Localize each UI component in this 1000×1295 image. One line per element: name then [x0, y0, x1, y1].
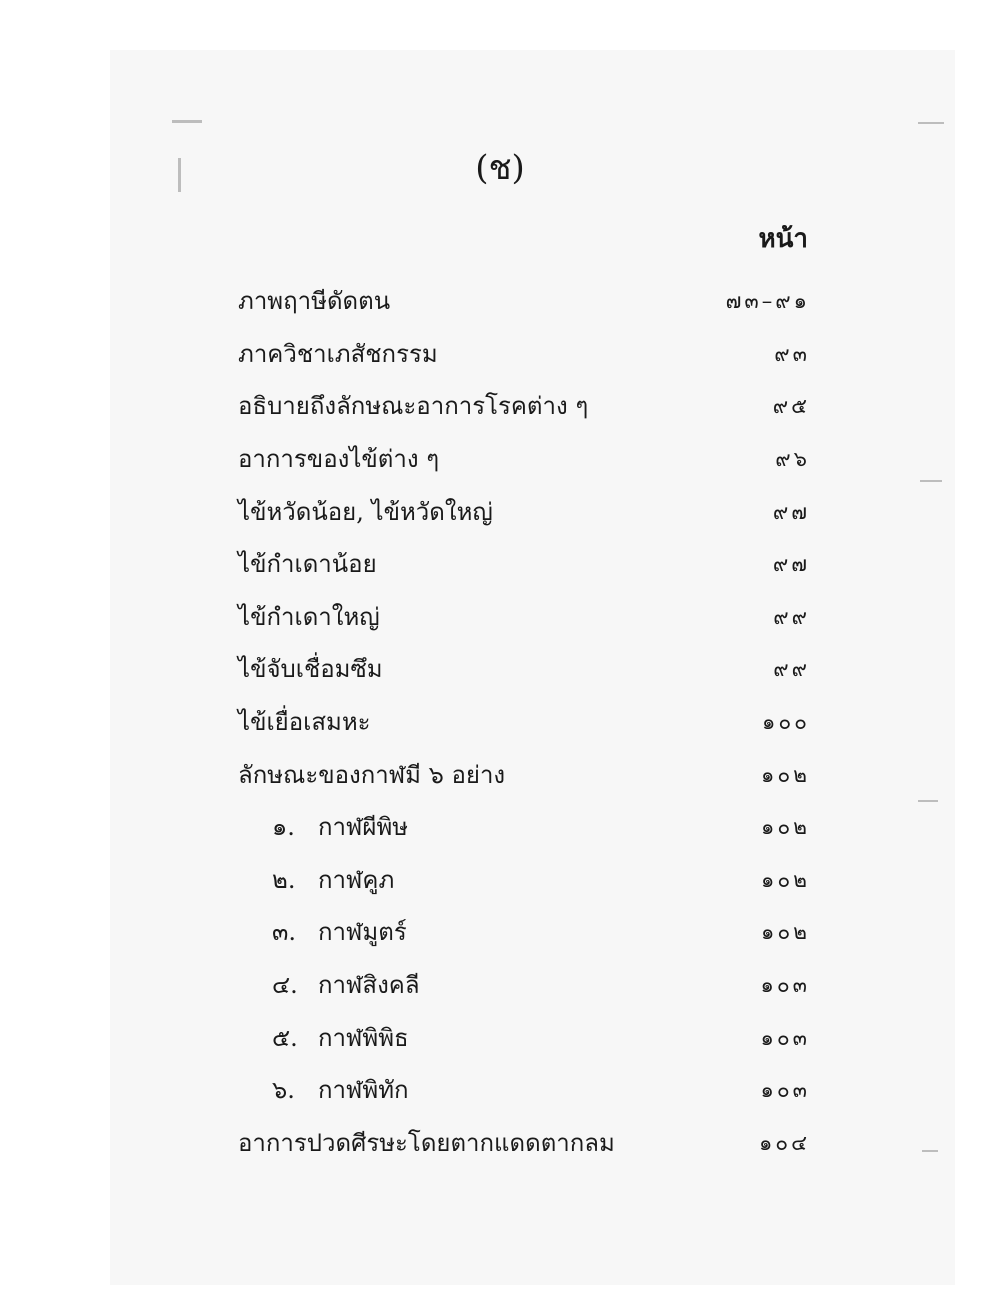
toc-entry-page: ๑๐๐: [762, 710, 810, 735]
table-of-contents: [238, 275, 810, 1169]
toc-entry-index: ๕.: [272, 1023, 298, 1052]
toc-entry-title: [238, 339, 438, 369]
toc-entry-index: ๑.: [272, 813, 295, 842]
toc-entry: [238, 275, 810, 328]
toc-entry-label: ไข้กำเดาน้อย: [238, 550, 377, 579]
toc-entry-title: [238, 391, 588, 421]
toc-entry-title: [238, 549, 377, 579]
toc-entry-title: [238, 970, 420, 1000]
toc-entry-title: [238, 1023, 409, 1053]
toc-entry: [238, 380, 810, 433]
toc-entry-title: [238, 444, 439, 474]
page-column-label: หน้า: [758, 224, 808, 254]
toc-entry-page: ๙๗: [772, 499, 810, 524]
toc-entry-label: ภาพฤาษีดัดตน: [238, 287, 391, 316]
toc-entry-page: ๙๕: [772, 394, 810, 419]
toc-entry-title: [238, 1128, 615, 1158]
toc-entry: [238, 591, 810, 644]
toc-entry-label: ไข้หวัดน้อย, ไข้หวัดใหญ่: [238, 497, 493, 526]
toc-entry-label: กาฬมูตร์: [318, 918, 407, 947]
toc-entry: [238, 538, 810, 591]
scan-speck: [920, 480, 942, 482]
toc-entry-page: ๙๙: [773, 657, 810, 682]
toc-entry-page: ๙๓: [774, 341, 810, 366]
toc-entry-page: ๑๐๓: [760, 973, 810, 998]
toc-entry-index: ๖.: [272, 1076, 295, 1105]
toc-entry-page: ๙๖: [775, 447, 810, 472]
toc-entry-index: ๓.: [272, 918, 297, 947]
toc-entry: [238, 433, 810, 486]
toc-entry-title: [238, 1075, 409, 1105]
scan-speck: [922, 1150, 938, 1152]
toc-entry-label: กาฬผีพิษ: [318, 813, 409, 842]
toc-entry-title: [238, 286, 390, 316]
toc-entry-label: อธิบายถึงลักษณะอาการโรคต่าง ๆ: [238, 392, 589, 421]
toc-entry: [238, 854, 810, 907]
toc-entry-label: กาฬคูภ: [318, 865, 395, 894]
toc-entry-label: ลักษณะของกาฬมี ๖ อย่าง: [238, 760, 506, 789]
toc-entry: [238, 1117, 810, 1170]
toc-entry-page: ๑๐๔: [758, 1130, 810, 1155]
toc-entry-title: [238, 917, 407, 947]
toc-entry-title: [238, 497, 493, 527]
toc-entry: [238, 906, 810, 959]
toc-entry: [238, 959, 810, 1012]
toc-entry: [238, 1064, 810, 1117]
toc-entry-title: [238, 760, 505, 790]
toc-entry-index: ๒.: [272, 865, 296, 894]
toc-entry-label: ไข้เยื่อเสมหะ: [238, 708, 371, 737]
toc-entry-label: ไข้จับเชื่อมซึม: [238, 655, 383, 684]
toc-entry-label: ไข้กำเดาใหญ่: [238, 602, 380, 631]
toc-entry-page: ๑๐๓: [760, 1025, 810, 1050]
toc-entry-page: ๑๐๒: [761, 920, 810, 945]
toc-entry-page: ๙๗: [772, 552, 810, 577]
toc-entry-title: [238, 602, 380, 632]
toc-entry-page: ๙๙: [773, 604, 810, 629]
toc-entry-page: ๑๐๒: [761, 815, 810, 840]
toc-entry-index: ๔.: [272, 971, 298, 1000]
toc-entry: [238, 643, 810, 696]
toc-entry-page: ๑๐๒: [761, 762, 810, 787]
toc-entry-label: อาการปวดศีรษะโดยตากแดดตากลม: [238, 1128, 615, 1157]
toc-entry: [238, 801, 810, 854]
page-number: (ช): [475, 148, 525, 188]
toc-entry-label: กาฬพิทัก: [318, 1076, 409, 1105]
scan-speck: [172, 120, 202, 123]
toc-entry-title: [238, 654, 383, 684]
toc-entry-page: ๑๐๒: [761, 867, 810, 892]
toc-entry-title: [238, 812, 408, 842]
toc-entry-label: อาการของไข้ต่าง ๆ: [238, 445, 440, 474]
toc-entry-title: [238, 865, 394, 895]
scan-speck: [918, 800, 938, 802]
toc-entry-label: ภาควิชาเภสัชกรรม: [238, 339, 438, 368]
toc-entry-page: ๗๓–๙๑: [725, 289, 810, 314]
toc-entry-title: [238, 707, 371, 737]
toc-entry: [238, 748, 810, 801]
toc-entry-page: ๑๐๓: [760, 1078, 810, 1103]
scan-speck: [918, 122, 944, 124]
toc-entry-label: กาฬสิงคลี: [318, 971, 420, 1000]
toc-entry-label: กาฬพิพิธ: [318, 1023, 409, 1052]
toc-entry: [238, 696, 810, 749]
toc-entry: [238, 485, 810, 538]
toc-entry: [238, 1011, 810, 1064]
toc-entry: [238, 328, 810, 381]
